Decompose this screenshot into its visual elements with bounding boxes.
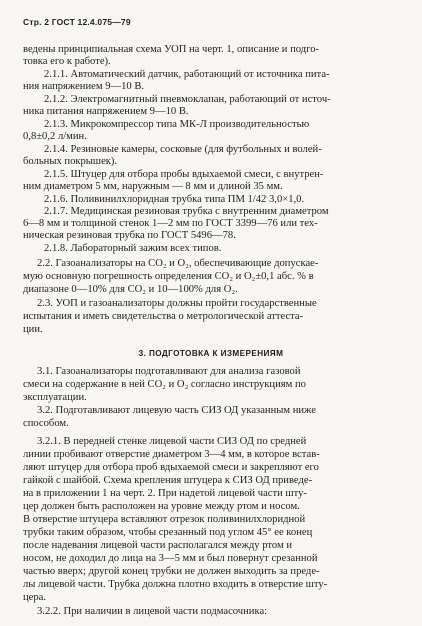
text-line: ническая резиновая трубка по ГОСТ 5496—78. [23,230,236,241]
text-line: товка его к работе). [23,56,111,67]
text-line: 2.1.5. Штуцер для отбора пробы вдыхаемой смеси, с внутрен- [44,169,324,180]
text-line: цер должен быть расположен на уровне между ртом и носом. [23,501,300,512]
text-line: 2.1.7. Медицинская резиновая трубка с внутренним диаметром [44,206,329,217]
standard-number: ГОСТ 12.4.075—79 [51,17,131,27]
text-line: 2.1.1. Автоматический датчик, работающий от источника пита- [44,69,330,80]
text-line: 2.3. УОП и газоанализаторы должны пройти государственные [37,298,317,309]
text-line: трубки таким образом, чтобы срезанный под углом 45° ее конец [23,527,313,538]
text-line: диапазоне 0—10% для CO₂ и 10—100% для O₂. [23,284,238,295]
text-line: на в приложении 1 на черт. 2. При надетой лицевой части шту- [23,488,307,499]
text-line: ника питания напряжением 9—10 В. [23,106,189,117]
text-line: линии пробивают отверстие диаметром 3—4 мм, в которое встав- [23,449,320,460]
text-line: смеси на содержание в ней CO₂ и O₂ согласно инструкциям по [23,379,306,390]
text-line: способом. [23,418,69,429]
text-line: 2.1.4. Резиновые камеры, сосковые (для футбольных и волей- [44,144,322,155]
text-line: В отверстие штуцера вставляют отрезок поливинилхлоридной [23,514,306,525]
text-line: мую основную погрешность определения CO₂ и O₂±0,1 абс. % в [23,271,314,282]
text-line: ния напряжением 9—10 В. [23,81,145,92]
text-line: 6—8 мм и толщиной стенок 1—2 мм по ГОСТ 3399—76 или тех- [23,218,318,229]
text-line: частью вверх; другой конец трубки не должен выходить за преде- [23,566,320,577]
text-line: испытания и иметь свидетельства о метрологической аттеста- [23,311,304,322]
text-line: ведены принципиальная схема УОП на черт. 1, описание и подго- [23,44,320,55]
page-header [23,17,131,27]
text-line: после надевания лицевой части располагался между ртом и [23,540,292,551]
text-line: 2.1.6. Поливинилхлоридная трубка типа ПМ 1/42 3,0×1,0. [44,194,305,205]
page-number: Стр. 2 [23,17,50,27]
text-line: лы лицевой части. Трубка должна плотно входить в отверстие шту- [23,579,328,590]
text-line: больных покрышек). [23,156,118,167]
text-line: 2.1.3. Микрокомпрессор типа МК-Л производительностью [44,119,310,130]
text-line: ним диаметром 5 мм, наружным — 8 мм и длиной 35 мм. [23,181,283,192]
section-title: 3. ПОДГОТОВКА К ИЗМЕРЕНИЯМ [138,349,284,358]
text-line: носом, не доходил до лица на 3—5 мм и был повернут срезанной [23,553,318,564]
text-line: 3.2.1. В передней стенке лицевой части СИЗ ОД по средней [37,436,307,447]
text-line: 2.2. Газоанализаторы на CO₂ и O₂, обеспечивающие допускае- [37,258,319,269]
text-line: эксплуатации. [23,392,87,403]
text-line: 3.1. Газоанализаторы подготавливают для анализа газовой [37,366,301,377]
text-line: 2.1.8. Лабораторный зажим всех типов. [44,243,222,254]
text-line: цера. [23,592,47,603]
text-line: ции. [23,324,43,335]
text-line: 0,8±0,2 л/мин. [23,131,87,142]
text-line: 2.1.2. Электромагнитный пневмоклапан, работающий от источ- [44,94,331,105]
text-line: 3.2.2. При наличии в лицевой части подмасочника: [37,606,268,617]
text-line: ляют штуцер для отбора проб вдыхаемой смеси и закрепляют его [23,462,319,473]
text-line: гайкой с шайбой. Схема крепления штуцера к СИЗ ОД приведе- [23,475,313,486]
text-line: 3.2. Подготавливают лицевую часть СИЗ ОД указанным ниже [37,405,316,416]
